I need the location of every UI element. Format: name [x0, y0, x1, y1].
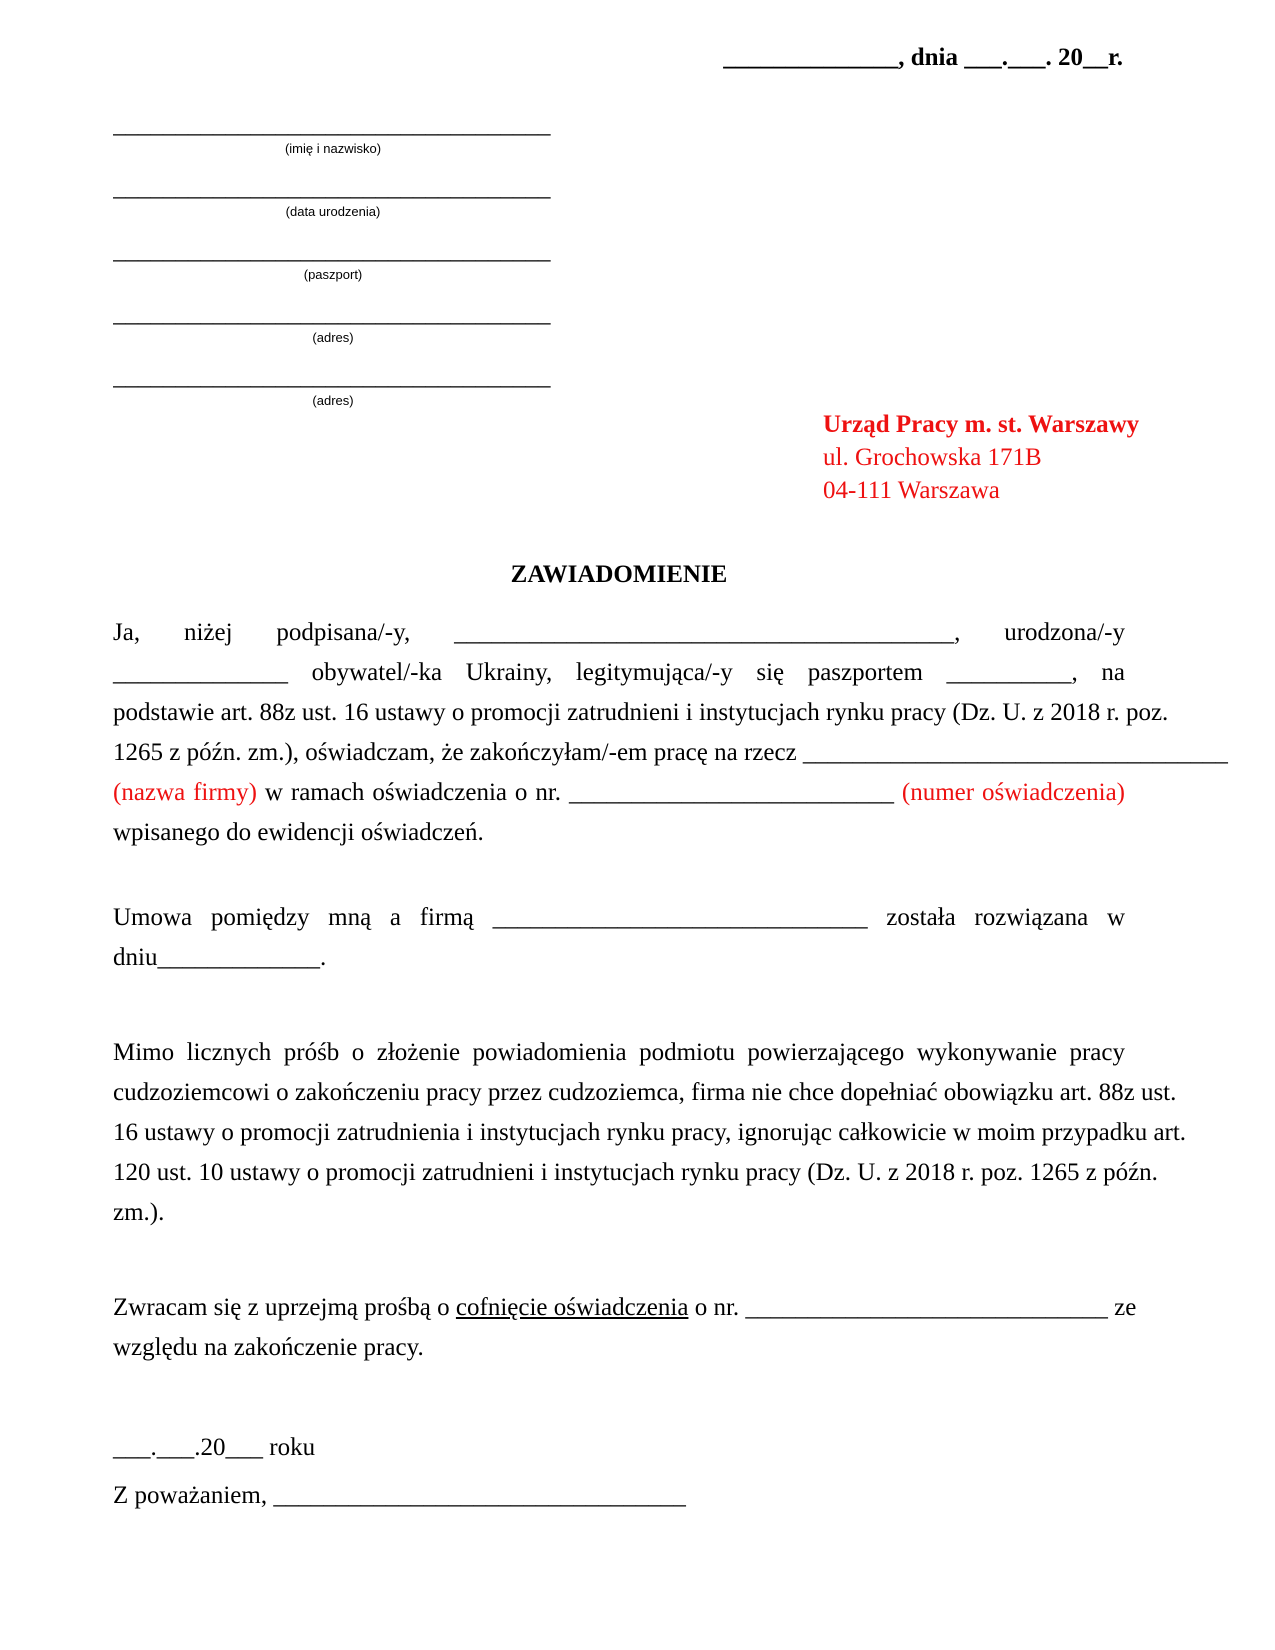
field-passport: [113, 236, 553, 283]
paragraph-complaint: [113, 1033, 1187, 1233]
field-label: (imię i nazwisko): [284, 141, 382, 156]
body-line: Mimo licznych próśb o złożenie powiadomienia podmiotu powierzającego wykonywanie pracy: [113, 1039, 1125, 1066]
field-label: (data urodzenia): [285, 204, 381, 219]
field-address-2: [113, 362, 553, 409]
field-label: (adres): [312, 330, 354, 345]
city-date-line: ______________, dnia ___.___. 20__r.: [723, 44, 1123, 71]
closing-date-line: ___.___.20___ roku: [113, 1434, 316, 1461]
body-line: Umowa pomiędzy mną a firmą ______________________________ została rozwiązana w: [113, 904, 1125, 931]
applicant-fields: [113, 110, 553, 425]
fill-in-line: ___________________________________: [113, 111, 551, 138]
fill-in-line: ___________________________________: [113, 363, 551, 390]
field-label: (adres): [312, 393, 354, 408]
body-text-segment: w ramach oświadczenia o nr. __________________________: [256, 779, 902, 806]
fill-in-line: ___________________________________: [113, 174, 551, 201]
declaration-number-hint: (numer oświadczenia): [901, 779, 1125, 806]
body-line: podstawie art. 88z ust. 16 ustawy o promocji zatrudnieni i instytucjach rynku pracy (Dz. U. z 2018 r. poz.: [113, 699, 1169, 726]
body-line: 1265 z późn. zm.), oświadczam, że zakończyłam/-em pracę na rzecz __________________________________: [113, 739, 1228, 766]
field-address-1: [113, 299, 553, 346]
body-line: zm.).: [113, 1199, 165, 1226]
recipient-address: [823, 408, 1139, 507]
field-label: (paszport): [303, 267, 363, 282]
document-title: ZAWIADOMIENIE: [510, 561, 728, 588]
paragraph-request: [113, 1288, 1137, 1368]
company-name-hint: (nazwa firmy): [113, 779, 257, 806]
field-birth-date: [113, 173, 553, 220]
paragraph-declaration: [113, 613, 1228, 853]
fill-in-line: ___________________________________: [113, 237, 551, 264]
recipient-street: ul. Grochowska 171B: [823, 444, 1042, 471]
body-line: dniu_____________.: [113, 944, 327, 971]
recipient-name: Urząd Pracy m. st. Warszawy: [823, 411, 1140, 438]
signature-line: Z poważaniem, _________________________________: [113, 1482, 686, 1509]
field-full-name: [113, 110, 553, 157]
paragraph-contract: [113, 898, 1125, 978]
body-line: względu na zakończenie pracy.: [113, 1334, 424, 1361]
body-line: ______________ obywatel/-ka Ukrainy, legitymująca/-y się paszportem __________, na: [113, 659, 1125, 686]
body-line: 16 ustawy o promocji zatrudnienia i instytucjach rynku pracy, ignorując całkowicie w moim przypadku art.: [113, 1119, 1187, 1146]
fill-in-line: ___________________________________: [113, 300, 551, 327]
recipient-city: 04-111 Warszawa: [823, 477, 1000, 504]
body-line: [113, 773, 1125, 813]
body-line: Ja, niżej podpisana/-y, ________________________________________, urodzona/-y: [113, 619, 1125, 646]
body-line: wpisanego do ewidencji oświadczeń.: [113, 819, 484, 846]
body-line: 120 ust. 10 ustawy o promocji zatrudnieni i instytucjach rynku pracy (Dz. U. z 2018 r. poz. 1265 z późn.: [113, 1159, 1158, 1186]
letter-body: [113, 555, 1228, 1516]
body-text-segment: o nr. _____________________________ ze: [688, 1294, 1137, 1321]
body-text-segment: Zwracam się z uprzejmą prośbą o: [113, 1294, 456, 1321]
closing-block: [113, 1428, 1125, 1516]
body-line: cudzoziemcowi o zakończeniu pracy przez cudzoziemca, firma nie chce dopełniać obowiązku art. 88z ust.: [113, 1079, 1177, 1106]
withdrawal-request-underlined: cofnięcie oświadczenia: [455, 1294, 689, 1321]
body-line: [113, 1288, 1137, 1328]
